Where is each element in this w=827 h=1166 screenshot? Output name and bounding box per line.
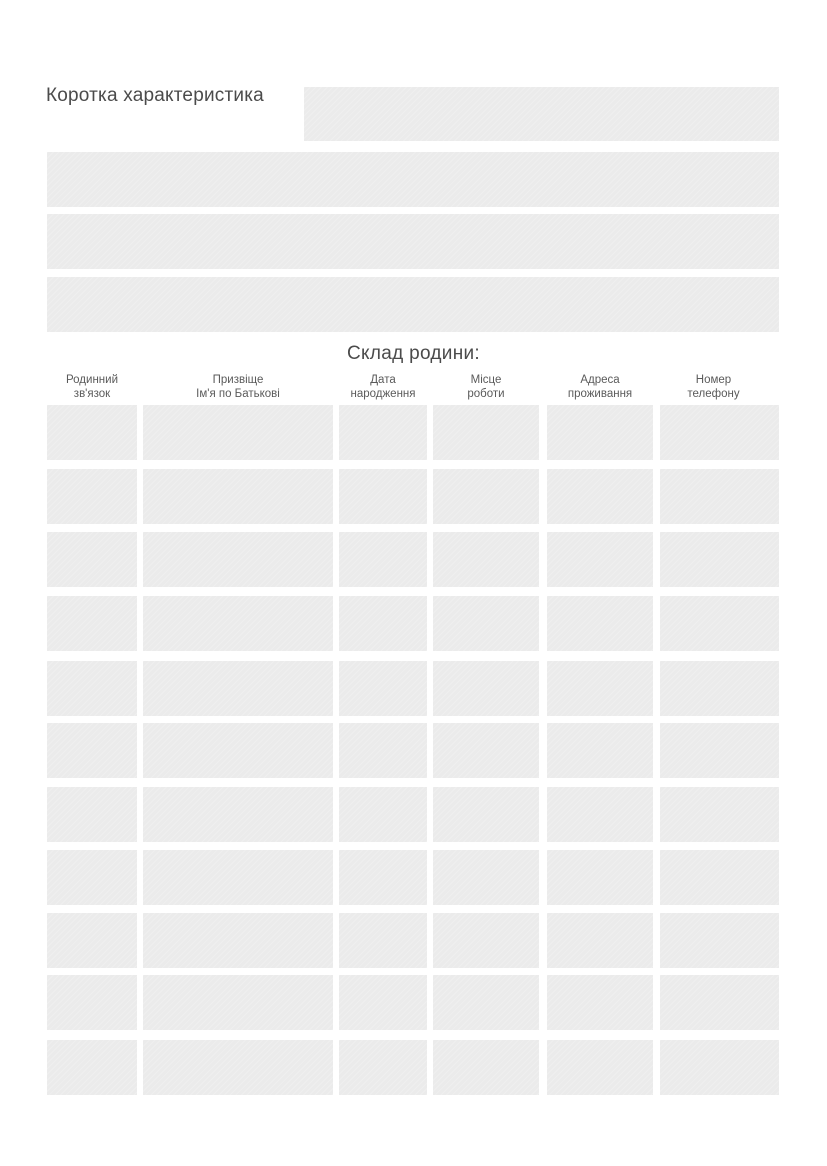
cell-relation[interactable]	[47, 532, 137, 587]
cell-relation[interactable]	[47, 661, 137, 716]
cell-relation[interactable]	[47, 913, 137, 968]
column-header-line: Адреса	[580, 374, 620, 386]
cell-full-name[interactable]	[143, 913, 333, 968]
column-header-line: зв'язок	[73, 387, 111, 400]
cell-address[interactable]	[547, 787, 653, 842]
cell-address[interactable]	[547, 469, 653, 524]
cell-workplace[interactable]	[433, 850, 539, 905]
cell-workplace[interactable]	[433, 405, 539, 460]
cell-birth-date[interactable]	[339, 787, 427, 842]
cell-phone[interactable]	[660, 1040, 779, 1095]
cell-relation[interactable]	[47, 1040, 137, 1095]
cell-birth-date[interactable]	[339, 532, 427, 587]
column-header-birth-date	[339, 374, 427, 401]
cell-full-name[interactable]	[143, 661, 333, 716]
characteristic-line-2[interactable]	[47, 152, 779, 207]
cell-workplace[interactable]	[433, 1040, 539, 1095]
cell-phone[interactable]	[660, 532, 779, 587]
cell-workplace[interactable]	[433, 787, 539, 842]
cell-birth-date[interactable]	[339, 469, 427, 524]
column-header-phone	[660, 374, 767, 401]
cell-birth-date[interactable]	[339, 596, 427, 651]
cell-address[interactable]	[547, 850, 653, 905]
cell-phone[interactable]	[660, 913, 779, 968]
cell-full-name[interactable]	[143, 723, 333, 778]
cell-address[interactable]	[547, 405, 653, 460]
cell-address[interactable]	[547, 913, 653, 968]
column-header-line: телефону	[687, 387, 740, 400]
cell-birth-date[interactable]	[339, 913, 427, 968]
short-characteristic-label: Коротка характеристика	[46, 85, 264, 106]
cell-full-name[interactable]	[143, 469, 333, 524]
column-header-line: Дата	[370, 374, 396, 386]
cell-address[interactable]	[547, 723, 653, 778]
characteristic-line-1[interactable]	[304, 87, 779, 141]
cell-full-name[interactable]	[143, 532, 333, 587]
cell-workplace[interactable]	[433, 532, 539, 587]
column-header-line: Номер	[695, 374, 732, 386]
cell-address[interactable]	[547, 975, 653, 1030]
cell-workplace[interactable]	[433, 975, 539, 1030]
cell-relation[interactable]	[47, 723, 137, 778]
cell-relation[interactable]	[47, 405, 137, 460]
cell-phone[interactable]	[660, 469, 779, 524]
column-header-line: роботи	[467, 387, 505, 400]
column-header-full-name	[143, 374, 333, 401]
column-header-line: Призвіще	[212, 374, 264, 386]
column-header-line: проживання	[567, 387, 633, 400]
cell-relation[interactable]	[47, 787, 137, 842]
cell-birth-date[interactable]	[339, 723, 427, 778]
cell-relation[interactable]	[47, 469, 137, 524]
cell-phone[interactable]	[660, 975, 779, 1030]
cell-address[interactable]	[547, 596, 653, 651]
column-header-workplace	[433, 374, 539, 401]
cell-workplace[interactable]	[433, 469, 539, 524]
cell-phone[interactable]	[660, 723, 779, 778]
characteristic-line-3[interactable]	[47, 214, 779, 269]
cell-phone[interactable]	[660, 596, 779, 651]
cell-workplace[interactable]	[433, 661, 539, 716]
cell-phone[interactable]	[660, 787, 779, 842]
cell-birth-date[interactable]	[339, 850, 427, 905]
cell-birth-date[interactable]	[339, 661, 427, 716]
cell-full-name[interactable]	[143, 405, 333, 460]
cell-relation[interactable]	[47, 850, 137, 905]
cell-workplace[interactable]	[433, 723, 539, 778]
cell-full-name[interactable]	[143, 596, 333, 651]
cell-workplace[interactable]	[433, 913, 539, 968]
cell-address[interactable]	[547, 532, 653, 587]
cell-full-name[interactable]	[143, 1040, 333, 1095]
cell-full-name[interactable]	[143, 975, 333, 1030]
column-header-line: народження	[350, 387, 416, 400]
column-header-relation	[47, 374, 137, 401]
cell-address[interactable]	[547, 661, 653, 716]
column-header-line: Родинний	[66, 374, 118, 386]
cell-phone[interactable]	[660, 661, 779, 716]
cell-birth-date[interactable]	[339, 1040, 427, 1095]
cell-full-name[interactable]	[143, 787, 333, 842]
column-header-line: Місце	[470, 374, 502, 386]
cell-workplace[interactable]	[433, 596, 539, 651]
column-header-line: Ім'я по Батькові	[196, 387, 280, 400]
column-header-address	[547, 374, 653, 401]
cell-address[interactable]	[547, 1040, 653, 1095]
family-composition-title: Склад родини:	[347, 343, 480, 364]
cell-full-name[interactable]	[143, 850, 333, 905]
cell-phone[interactable]	[660, 405, 779, 460]
cell-phone[interactable]	[660, 850, 779, 905]
cell-relation[interactable]	[47, 596, 137, 651]
cell-birth-date[interactable]	[339, 405, 427, 460]
cell-birth-date[interactable]	[339, 975, 427, 1030]
cell-relation[interactable]	[47, 975, 137, 1030]
characteristic-line-4[interactable]	[47, 277, 779, 332]
